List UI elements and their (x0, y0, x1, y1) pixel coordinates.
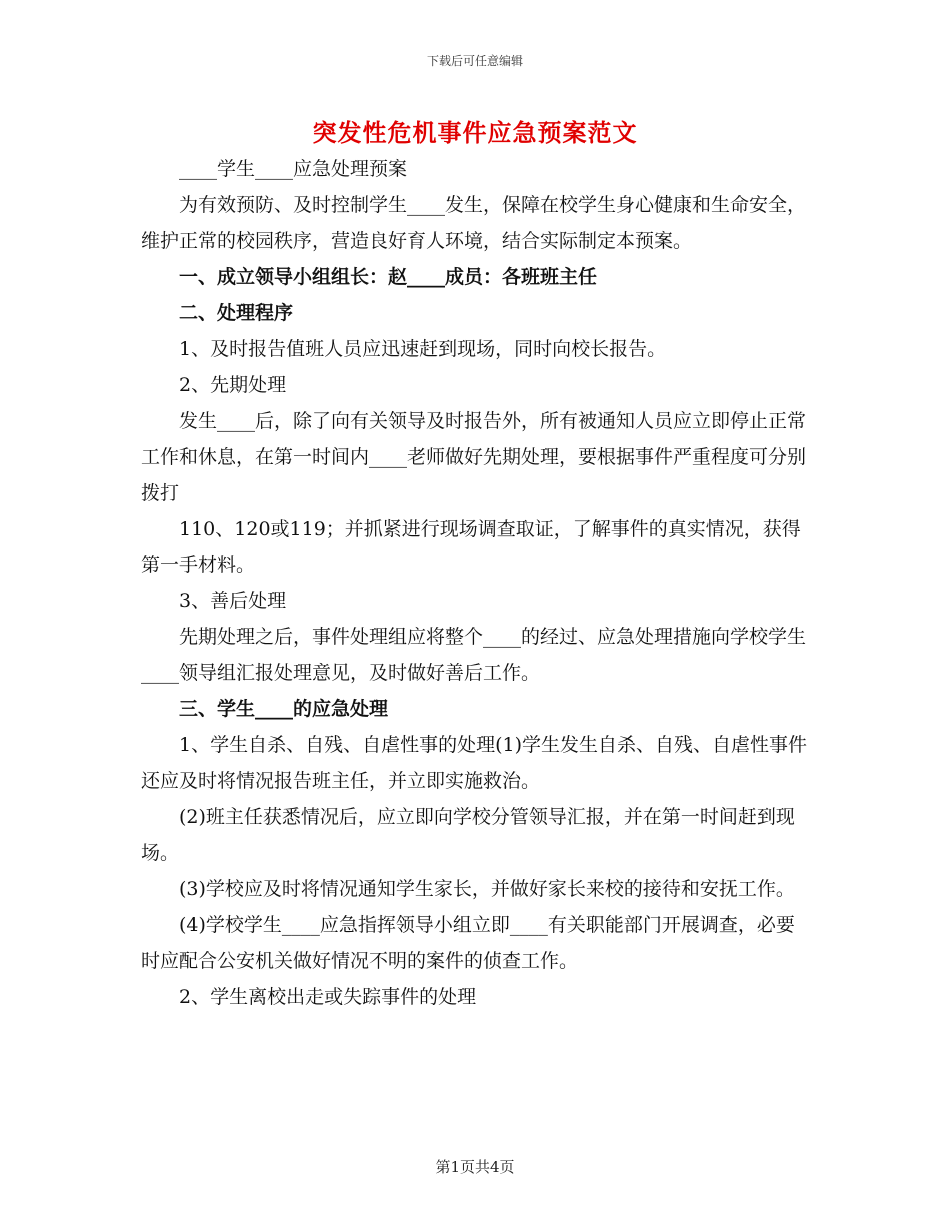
page-header-note: 下载后可任意编辑 (426, 54, 523, 68)
paragraph-step-3: (3)学校应及时将情况通知学生家长，并做好家长来校的接待和安抚工作。 (179, 878, 795, 900)
paragraph-self-harm: 1、学生自杀、自残、自虐性事的处理(1)学生发生自杀、自残、自虐性事件还应及时将情况报告班主任，并立即实施救治。 (141, 734, 808, 792)
document-title: 突发性危机事件应急预案范文 (312, 118, 638, 147)
paragraph-step-2: (2)班主任获悉情况后，应立即向学校分管领导汇报，并在第一时间赶到现场。 (141, 806, 795, 864)
paragraph-aftermath: 先期处理之后，事件处理组应将整个____的经过、应急处理措施向学校学生____领导组汇报处理意见，及时做好善后工作。 (141, 626, 807, 684)
document-body (141, 151, 811, 1015)
paragraph-report: 1、及时报告值班人员应迅速赶到现场，同时向校长报告。 (179, 338, 667, 360)
paragraph-missing-student: 2、学生离校出走或失踪事件的处理 (179, 986, 477, 1008)
paragraph-purpose: 为有效预防、及时控制学生____发生，保障在校学生身心健康和生命安全，维护正常的校园秩序，营造良好育人环境，结合实际制定本预案。 (141, 194, 807, 252)
heading-procedure: 二、处理程序 (179, 302, 294, 324)
paragraph-aftermath-title: 3、善后处理 (179, 590, 287, 612)
heading-leadership-group: 一、成立领导小组组长：赵____成员：各班班主任 (179, 266, 598, 288)
paragraph-initial-handling-title: 2、先期处理 (179, 374, 287, 396)
paragraph-emergency-numbers: 110、120或119；并抓紧进行现场调查取证，了解事件的真实情况，获得第一手材料。 (141, 518, 801, 576)
heading-student-emergency: 三、学生____的应急处理 (179, 698, 389, 720)
page-footer-number: 第1页共4页 (435, 1158, 515, 1176)
paragraph-plan-title: ____学生____应急处理预案 (179, 158, 408, 180)
paragraph-initial-handling: 发生____后，除了向有关领导及时报告外，所有被通知人员应立即停止正常工作和休息，在第一时间内____老师做好先期处理，要根据事件严重程度可分别拨打 (141, 410, 807, 504)
paragraph-step-4: (4)学校学生____应急指挥领导小组立即____有关职能部门开展调查，必要时应配合公安机关做好情况不明的案件的侦查工作。 (141, 914, 795, 972)
